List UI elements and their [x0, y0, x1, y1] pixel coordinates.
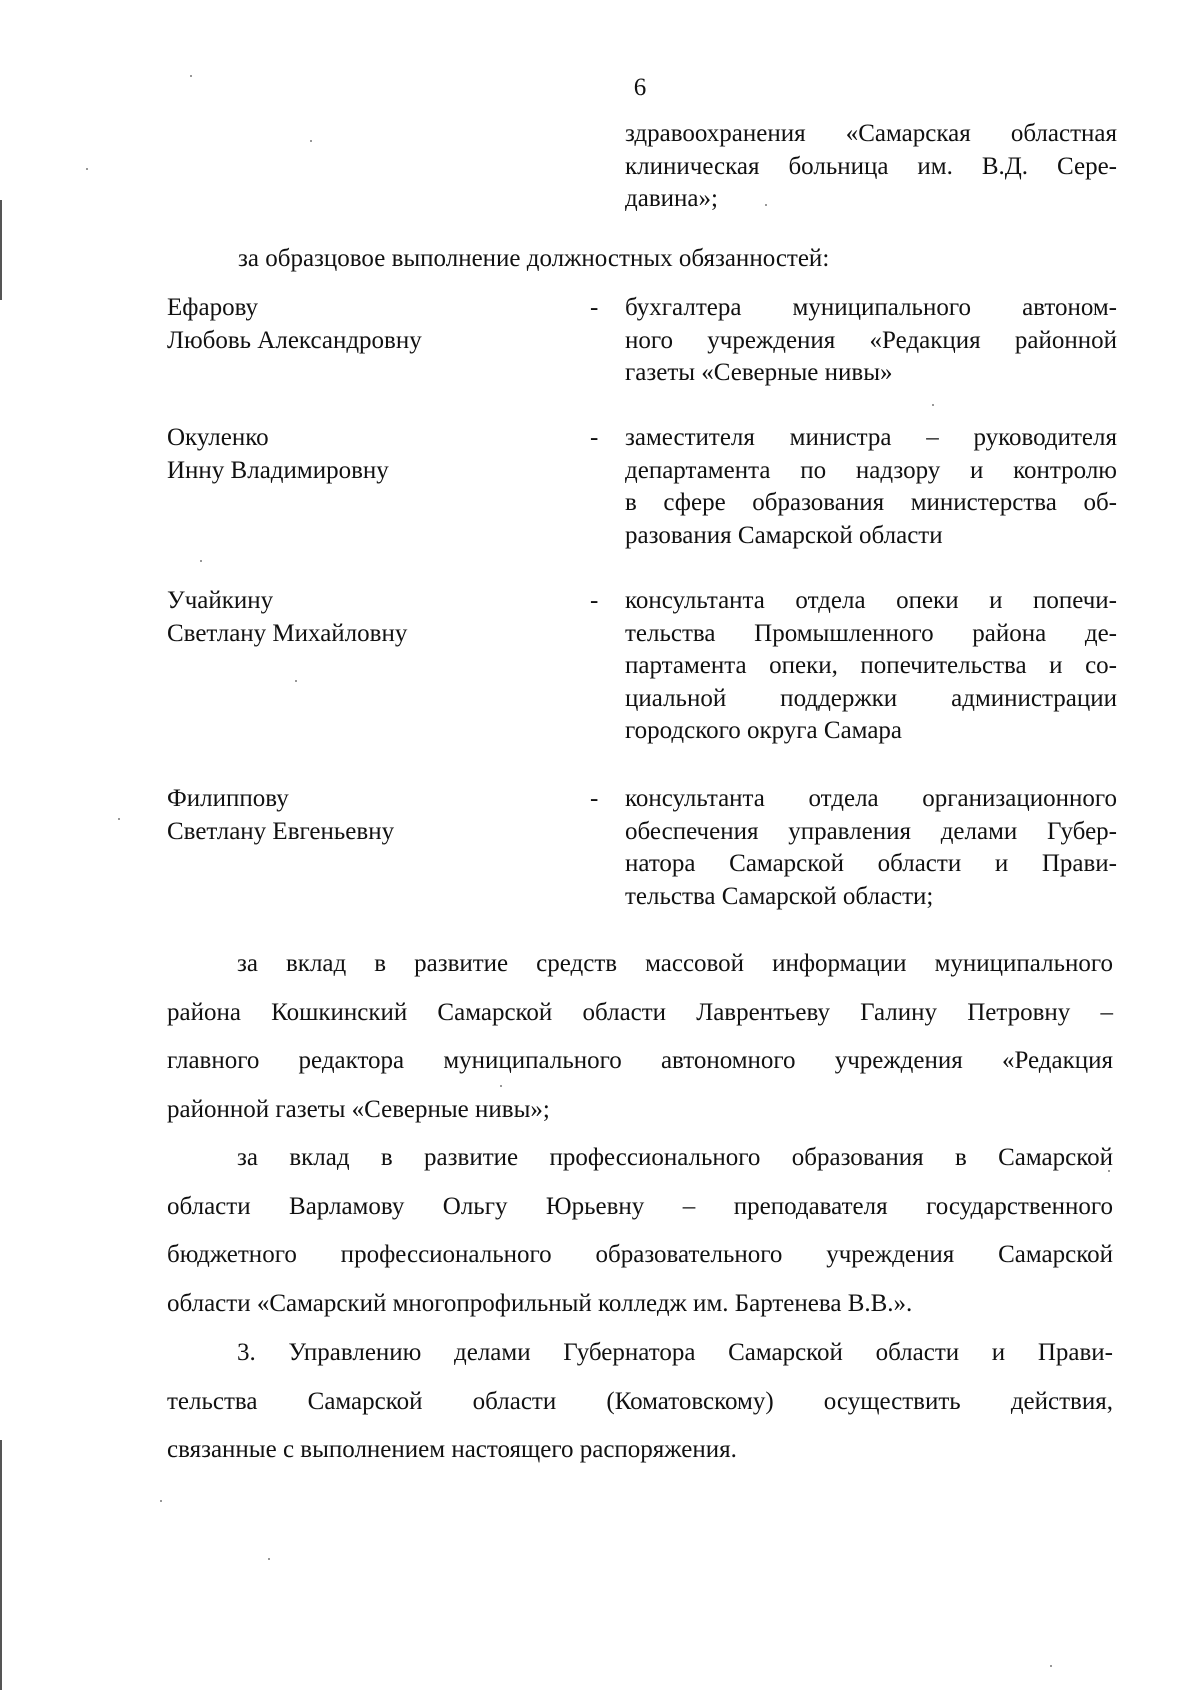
scan-speck [310, 140, 312, 142]
person-position [625, 292, 1117, 390]
person-position [625, 783, 1117, 913]
dash: - [590, 294, 599, 321]
scan-speck [160, 1500, 162, 1502]
given-names: Светлану Михайловну [167, 619, 408, 647]
scan-speck [118, 818, 120, 820]
scan-speck [1050, 1665, 1052, 1667]
text-line: здравоохранения «Самарская областная [625, 120, 1117, 147]
surname: Окуленко [167, 424, 269, 451]
text-line: тельства Самарской области; [625, 882, 934, 910]
text-line: консультанта отдела опеки и попечи- [625, 587, 1117, 614]
scan-speck [86, 168, 88, 170]
scan-speck [190, 75, 192, 77]
text-line: клиническая больница им. В.Д. Сере- [625, 152, 1117, 180]
text-line: районной газеты «Северные нивы»; [167, 1095, 550, 1123]
text-line: городского округа Самара [625, 717, 903, 744]
text-line: ного учреждения «Редакция районной [625, 326, 1117, 354]
continuation-text [625, 118, 1117, 216]
text-line: тельства Промышленного района де- [625, 619, 1117, 647]
scan-speck [200, 560, 202, 562]
text-line: натора Самарской области и Прави- [625, 850, 1117, 877]
person-name [167, 422, 507, 487]
text-line: разования Самарской области [625, 521, 943, 549]
dash: - [590, 424, 599, 451]
text-line: заместителя министра – руководителя [625, 424, 1117, 451]
section-heading: за образцовое выполнение должностных обязанностей: [238, 245, 830, 272]
person-name [167, 783, 507, 848]
dash: - [590, 785, 599, 812]
text-line: области Варламову Ольгу Юрьевну – преподавателя государственного [167, 1192, 1113, 1220]
person-name [167, 292, 507, 357]
award-paragraph [167, 940, 1113, 1134]
text-line: консультанта отдела организационного [625, 785, 1117, 812]
scan-margin-line [0, 1440, 2, 1690]
text-line: обеспечения управления делами Губер- [625, 817, 1117, 845]
text-line: главного редактора муниципального автономного учреждения «Редакция [167, 1047, 1113, 1074]
text-line: департамента по надзору и контролю [625, 456, 1117, 484]
scan-speck [268, 1558, 270, 1560]
award-paragraph [167, 1134, 1113, 1328]
given-names: Любовь Александровну [167, 326, 422, 354]
dash: - [590, 587, 599, 614]
text-line: в сфере образования министерства об- [625, 489, 1117, 516]
text-line: района Кошкинский Самарской области Лаврентьеву Галину Петровну – [167, 998, 1113, 1026]
text-line: давина»; [625, 185, 718, 212]
scan-speck [295, 680, 297, 682]
text-line: области «Самарский многопрофильный колледж им. Бартенева В.В.». [167, 1289, 913, 1317]
text-line: тельства Самарской области (Коматовскому) осуществить действия, [167, 1387, 1113, 1415]
person-name [167, 585, 507, 650]
given-names: Инну Владимировну [167, 456, 389, 484]
scan-margin-line [0, 200, 2, 300]
text-line: бухгалтера муниципального автоном- [625, 294, 1117, 321]
text-line: бюджетного профессионального образовательного учреждения Самарской [167, 1241, 1113, 1268]
person-position [625, 585, 1117, 748]
text-line: связанные с выполнением настоящего распоряжения. [167, 1436, 737, 1463]
surname: Учайкину [167, 587, 274, 614]
text-line: циальной поддержки администрации [625, 684, 1117, 712]
person-position [625, 422, 1117, 552]
surname: Филиппову [167, 785, 289, 812]
surname: Ефарову [167, 294, 259, 321]
text-line: за вклад в развитие средств массовой информации муниципального [237, 950, 1113, 977]
text-line: за вклад в развитие профессионального образования в Самарской [237, 1144, 1113, 1171]
given-names: Светлану Евгеньевну [167, 817, 395, 845]
instruction-paragraph [167, 1329, 1113, 1475]
page-number: 6 [633, 74, 647, 101]
text-line: партамента опеки, попечительства и со- [625, 652, 1117, 679]
scan-speck [932, 404, 934, 406]
text-line: 3. Управлению делами Губернатора Самарской области и Прави- [237, 1339, 1113, 1366]
text-line: газеты «Северные нивы» [625, 359, 893, 386]
